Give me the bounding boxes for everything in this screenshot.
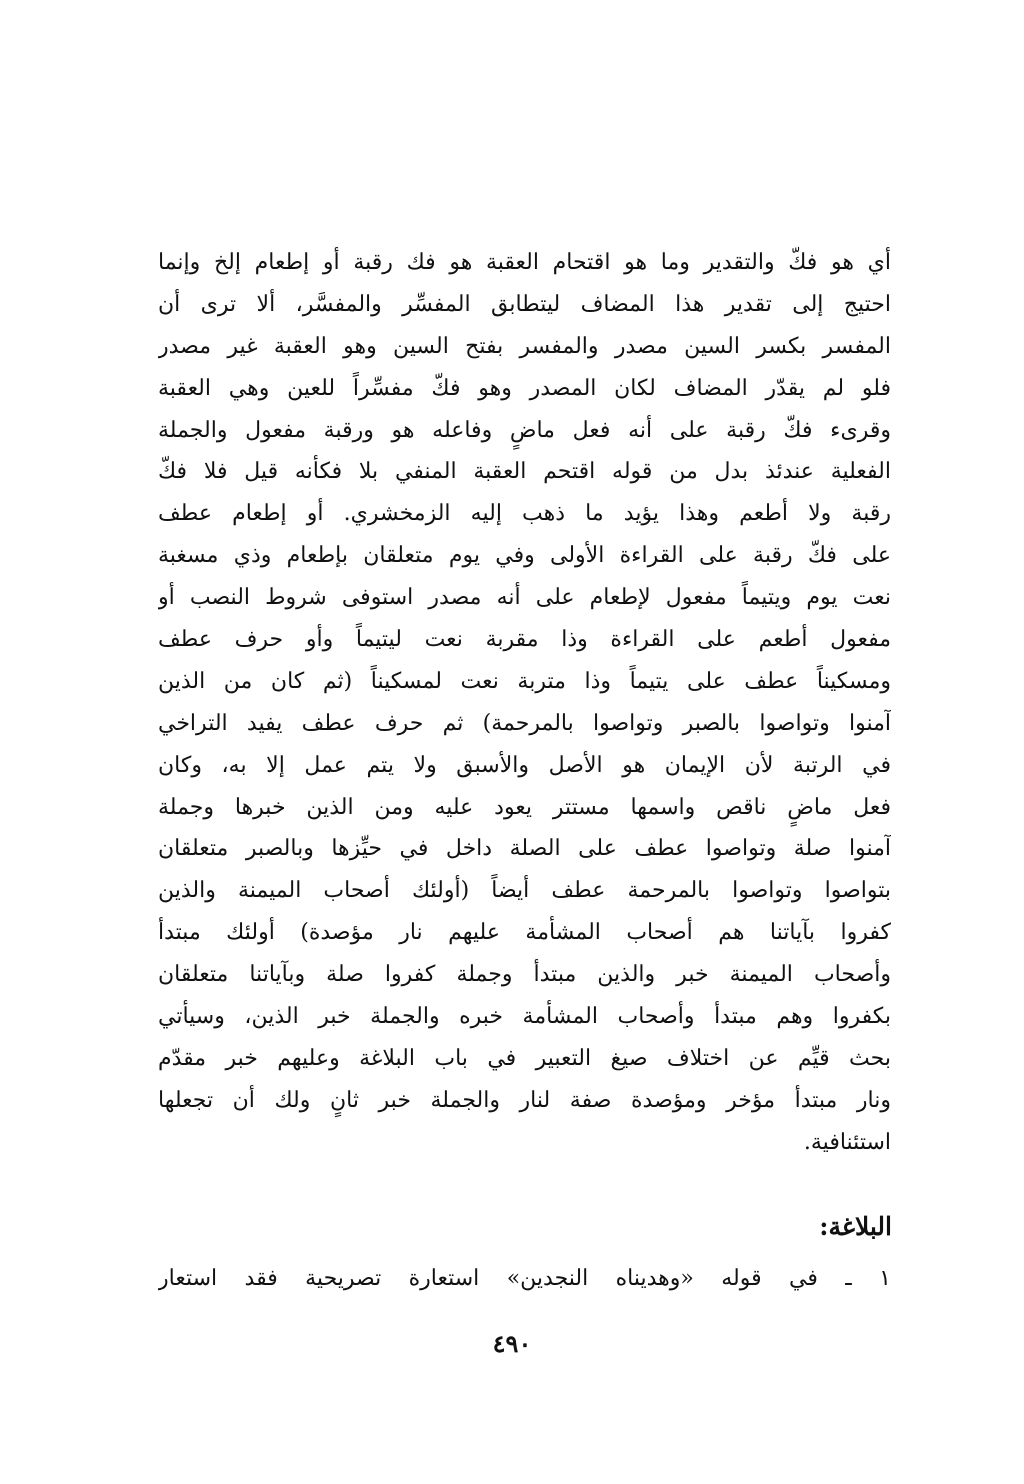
- body-line-16: بتواصوا وتواصوا بالمرحمة عطف أيضاً (أولئك أصحاب الميمنة والذين: [158, 878, 891, 904]
- page-number: ٤٩٠: [492, 1329, 532, 1358]
- body-line-3: المفسر بكسر السين مصدر والمفسر بفتح السين وهو العقبة غير مصدر: [158, 333, 891, 359]
- body-line-10: مفعول أطعم على القراءة وذا مقربة نعت ليتيماً وأو حرف عطف: [158, 627, 891, 653]
- body-line-13: في الرتبة لأن الإيمان هو الأصل والأسبق ولا يتم عمل إلا به، وكان: [158, 752, 891, 778]
- body-text: [158, 242, 891, 1164]
- body-line-1: أي هو فكّ والتقدير وما هو اقتحام العقبة هو فك رقبة أو إطعام إلخ وإنما: [158, 250, 891, 275]
- body-line-12: آمنوا وتواصوا بالصبر وتواصوا بالمرحمة) ثم حرف عطف يفيد التراخي: [158, 710, 891, 736]
- body-line-19: بكفروا وهم مبتدأ وأصحاب المشأمة خبره والجملة خبر الذين، وسيأتي: [158, 1004, 891, 1030]
- body-line-8: على فكّ رقبة على القراءة الأولى وفي يوم متعلقان بإطعام وذي مسغبة: [158, 543, 891, 569]
- section-heading: البلاغة:: [819, 1212, 892, 1241]
- body-line-22: استئنافية.: [803, 1129, 891, 1155]
- body-line-14: فعل ماضٍ ناقص واسمها مستتر يعود عليه ومن الذين خبرها وجملة: [158, 794, 891, 820]
- body-line-4: فلو لم يقدّر المضاف لكان المصدر وهو فكّ مفسِّراً للعين وهي العقبة: [158, 375, 891, 401]
- body-line-15: آمنوا صلة وتواصوا عطف على الصلة داخل في حيِّزها وبالصبر متعلقان: [158, 836, 891, 862]
- body-line-7: رقبة ولا أطعم وهذا يؤيد ما ذهب إليه الزمخشري. أو إطعام عطف: [158, 501, 891, 527]
- body-line-20: بحث قيِّم عن اختلاف صيغ التعبير في باب البلاغة وعليهم خبر مقدّم: [158, 1045, 891, 1071]
- body-line-5: وقرىء فكّ رقبة على أنه فعل ماضٍ وفاعله هو ورقبة مفعول والجملة: [158, 417, 891, 443]
- body-line-2: احتيج إلى تقدير هذا المضاف ليتطابق المفسِّر والمفسَّر، ألا ترى أن: [158, 291, 891, 317]
- body-line-21: ونار مبتدأ مؤخر ومؤصدة صفة لنار والجملة خبر ثانٍ ولك أن تجعلها: [158, 1087, 891, 1113]
- body-line-6: الفعلية عندئذ بدل من قوله اقتحم العقبة المنفي بلا فكأنه قيل فلا فكّ: [158, 459, 891, 485]
- body-line-11: ومسكيناً عطف على يتيماً وذا متربة نعت لمسكيناً (ثم كان من الذين: [158, 668, 891, 694]
- section-first-line: ١ ـ في قوله «وهديناه النجدين» استعارة تصريحية فقد استعار: [158, 1266, 891, 1291]
- body-line-9: نعت يوم ويتيماً مفعول لإطعام على أنه مصدر استوفى شروط النصب أو: [158, 585, 891, 611]
- body-line-17: كفروا بآياتنا هم أصحاب المشأمة عليهم نار مؤصدة) أولئك مبتدأ: [158, 920, 891, 946]
- body-line-18: وأصحاب الميمنة خبر والذين مبتدأ وجملة كفروا صلة وبآياتنا متعلقان: [158, 962, 891, 988]
